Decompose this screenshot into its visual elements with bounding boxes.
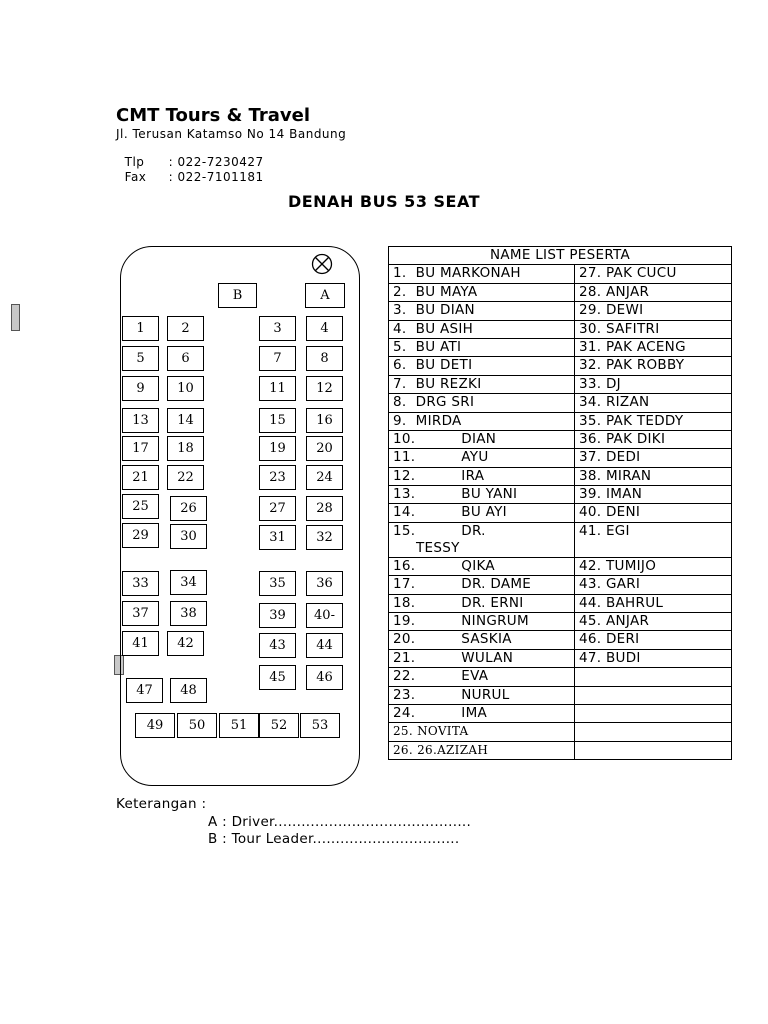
name-list-row [389, 338, 732, 356]
participant-name-left: 24. IMA [389, 704, 575, 722]
participant-name-right: 37. DEDI [575, 449, 732, 467]
seat-27: 27 [259, 496, 296, 521]
name-list-row [389, 412, 732, 430]
participant-name-left: 12. IRA [389, 467, 575, 485]
participant-name-right: 40. DENI [575, 504, 732, 522]
seat-52: 52 [259, 713, 299, 738]
seat-42: 42 [167, 631, 204, 656]
participant-name-left: 2. BU MAYA [389, 283, 575, 301]
name-list-row [389, 504, 732, 522]
name-list-row [389, 576, 732, 594]
participant-name-left: 6. BU DETI [389, 357, 575, 375]
seat-46: 46 [306, 665, 343, 690]
participant-name-left: 7. BU REZKI [389, 375, 575, 393]
seat-43: 43 [259, 633, 296, 658]
seat-23: 23 [259, 465, 296, 490]
seat-34: 34 [170, 570, 207, 595]
name-list-row [389, 557, 732, 575]
name-list-row [389, 375, 732, 393]
name-list-row [389, 522, 732, 557]
participant-name-right: 30. SAFITRI [575, 320, 732, 338]
participant-name-right: 35. PAK TEDDY [575, 412, 732, 430]
participant-name-right: 42. TUMIJO [575, 557, 732, 575]
name-list-header-row [389, 247, 732, 265]
seat-41: 41 [122, 631, 159, 656]
fax-label: Fax [124, 170, 147, 184]
company-name: CMT Tours & Travel [116, 105, 310, 126]
seat-b-tour-leader: B [218, 283, 257, 308]
name-list-row [389, 613, 732, 631]
participant-name-left: 21. WULAN [389, 649, 575, 667]
seat-8: 8 [306, 346, 343, 371]
name-list-row [389, 430, 732, 448]
name-list-row [389, 449, 732, 467]
participant-name-left: 23. NURUL [389, 686, 575, 704]
seat-53: 53 [300, 713, 340, 738]
seat-45: 45 [259, 665, 296, 690]
participant-name-left: 16. QIKA [389, 557, 575, 575]
keterangan-tour-leader: B : Tour Leader................................ [208, 831, 460, 847]
seat-a-driver: A [305, 283, 345, 308]
seat-13: 13 [122, 408, 159, 433]
participant-name-left: 10. DIAN [389, 430, 575, 448]
keterangan-driver: A : Driver........................................... [208, 814, 472, 830]
seat-21: 21 [122, 465, 159, 490]
seat-2: 2 [167, 316, 204, 341]
seat-37: 37 [122, 601, 159, 626]
seat-49: 49 [135, 713, 175, 738]
seat-31: 31 [259, 525, 296, 550]
participant-name-right: 33. DJ [575, 375, 732, 393]
participant-name-left: 25. NOVITA [389, 723, 575, 741]
seat-19: 19 [259, 436, 296, 461]
seat-4: 4 [306, 316, 343, 341]
seat-5: 5 [122, 346, 159, 371]
seat-18: 18 [167, 436, 204, 461]
fax-value: : 022-7101181 [168, 170, 264, 184]
name-list-row [389, 686, 732, 704]
page-title: DENAH BUS 53 SEAT [287, 192, 481, 211]
seat-47: 47 [126, 678, 163, 703]
participant-name-left: 19. NINGRUM [389, 613, 575, 631]
name-list-row [389, 649, 732, 667]
seat-14: 14 [167, 408, 204, 433]
seat-17: 17 [122, 436, 159, 461]
name-list-row [389, 265, 732, 283]
name-list-row [389, 631, 732, 649]
seat-39: 39 [259, 603, 296, 628]
participant-name-right: 44. BAHRUL [575, 594, 732, 612]
seat-44: 44 [306, 633, 343, 658]
seat-33: 33 [122, 571, 159, 596]
steering-wheel-icon [311, 253, 333, 275]
name-list-row [389, 668, 732, 686]
name-list-row [389, 486, 732, 504]
seat-38: 38 [170, 601, 207, 626]
participant-name-right [575, 686, 732, 704]
seat-36: 36 [306, 571, 343, 596]
participant-name-left: 13. BU YANI [389, 486, 575, 504]
seat-11: 11 [259, 376, 296, 401]
left-edge-marker [11, 304, 20, 331]
keterangan-label: Keterangan : [116, 796, 207, 812]
seat-28: 28 [306, 496, 343, 521]
name-list-row [389, 357, 732, 375]
name-list-row [389, 467, 732, 485]
seat-51: 51 [219, 713, 259, 738]
seat-10: 10 [167, 376, 204, 401]
participant-name-left: 17. DR. DAME [389, 576, 575, 594]
participant-name-right: 41. EGI [575, 522, 732, 557]
participant-name-right: 31. PAK ACENG [575, 338, 732, 356]
participant-name-left: 18. DR. ERNI [389, 594, 575, 612]
participant-name-right [575, 741, 732, 759]
participant-name-right: 45. ANJAR [575, 613, 732, 631]
name-list-row [389, 302, 732, 320]
seat-24: 24 [306, 465, 343, 490]
seat-1: 1 [122, 316, 159, 341]
participant-name-left: 11. AYU [389, 449, 575, 467]
seat-15: 15 [259, 408, 296, 433]
company-fax-row [116, 156, 264, 184]
participant-name-right: 36. PAK DIKI [575, 430, 732, 448]
participant-name-left: 4. BU ASIH [389, 320, 575, 338]
participant-name-left: 26. 26.AZIZAH [389, 741, 575, 759]
name-list-row [389, 283, 732, 301]
seat-16: 16 [306, 408, 343, 433]
name-list-row [389, 394, 732, 412]
seat-50: 50 [177, 713, 217, 738]
seat-6: 6 [167, 346, 204, 371]
seat-40: 40- [306, 603, 343, 628]
seat-35: 35 [259, 571, 296, 596]
participant-name-right: 32. PAK ROBBY [575, 357, 732, 375]
seat-12: 12 [306, 376, 343, 401]
seat-25: 25 [122, 494, 159, 519]
seat-26: 26 [170, 496, 207, 521]
seat-9: 9 [122, 376, 159, 401]
participant-name-right: 38. MIRAN [575, 467, 732, 485]
seat-3: 3 [259, 316, 296, 341]
participant-name-left: 14. BU AYI [389, 504, 575, 522]
participant-name-left: 8. DRG SRI [389, 394, 575, 412]
phone-label: Tlp [124, 155, 145, 169]
participant-name-right [575, 723, 732, 741]
seat-48: 48 [170, 678, 207, 703]
name-list-row [389, 320, 732, 338]
seat-32: 32 [306, 525, 343, 550]
name-list-row [389, 723, 732, 741]
phone-value: : 022-7230427 [168, 155, 264, 169]
name-list-header: NAME LIST PESERTA [389, 247, 732, 265]
participant-name-right: 28. ANJAR [575, 283, 732, 301]
participant-name-left: 15. DR. TESSY [389, 522, 575, 557]
seat-30: 30 [170, 524, 207, 549]
participant-name-right: 34. RIZAN [575, 394, 732, 412]
participant-name-right [575, 704, 732, 722]
seat-29: 29 [122, 523, 159, 548]
participant-name-left: 5. BU ATI [389, 338, 575, 356]
name-list-table [388, 246, 732, 760]
participant-name-right [575, 668, 732, 686]
participant-name-left: 3. BU DIAN [389, 302, 575, 320]
participant-name-left: 9. MIRDA [389, 412, 575, 430]
name-list-row [389, 594, 732, 612]
participant-name-right: 46. DERI [575, 631, 732, 649]
participant-name-right: 43. GARI [575, 576, 732, 594]
company-address: Jl. Terusan Katamso No 14 Bandung [116, 127, 347, 141]
name-list-row [389, 741, 732, 759]
participant-name-right: 29. DEWI [575, 302, 732, 320]
participant-name-right: 27. PAK CUCU [575, 265, 732, 283]
name-list-row [389, 704, 732, 722]
participant-name-right: 47. BUDI [575, 649, 732, 667]
participant-name-left: 20. SASKIA [389, 631, 575, 649]
seat-22: 22 [167, 465, 204, 490]
seat-20: 20 [306, 436, 343, 461]
participant-name-left: 1. BU MARKONAH [389, 265, 575, 283]
participant-name-left: 22. EVA [389, 668, 575, 686]
seat-7: 7 [259, 346, 296, 371]
participant-name-right: 39. IMAN [575, 486, 732, 504]
